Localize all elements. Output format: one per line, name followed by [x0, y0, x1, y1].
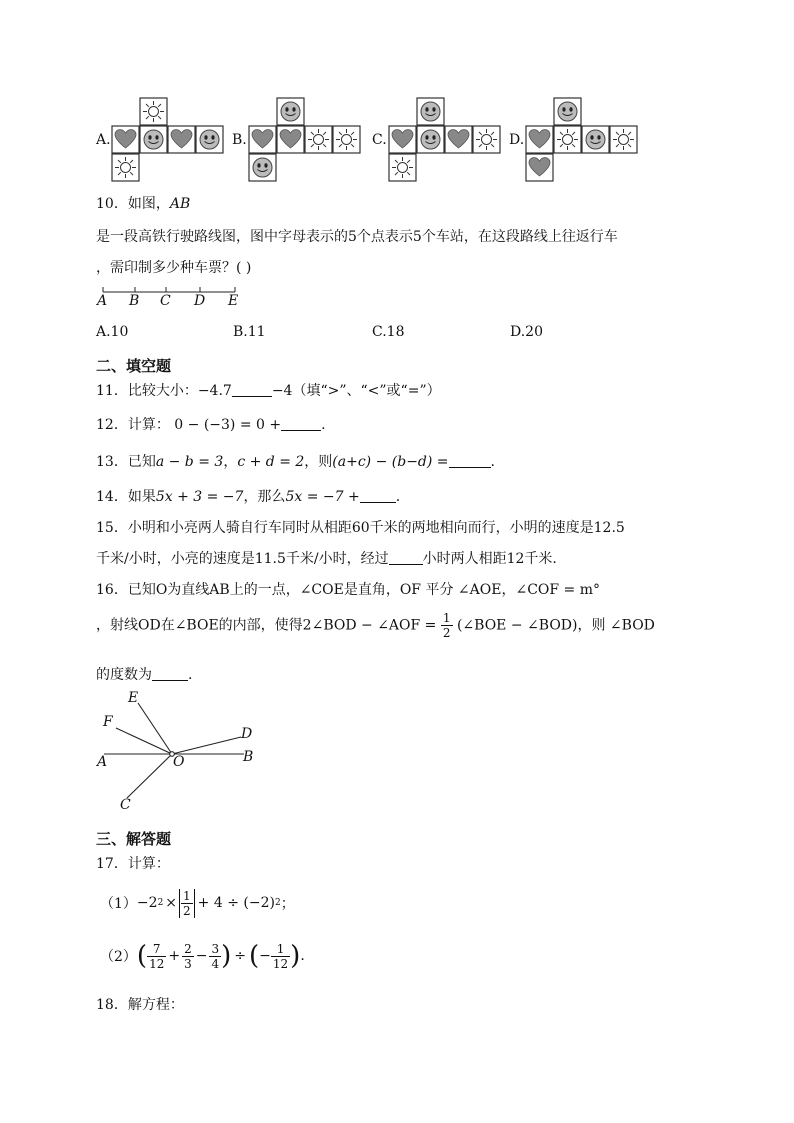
section-fill-blank-heading: 二、填空题: [96, 357, 172, 375]
q12: 12．计算： 0 − (−3) = 0 + .: [96, 417, 326, 433]
q17-part2: （2） ( $\frac{7}{12}$ + $\frac{2}{3}$ − $\frac{3}{4}$ ) ÷ ( − $\frac{1}{12}$ ) .: [100, 941, 305, 971]
q10-option-d: D.20: [510, 324, 543, 340]
station-e: E: [228, 293, 239, 309]
option-d-label: D.: [509, 132, 525, 148]
q14: 14．如果5x + 3 = −7，那么5x = −7 + .: [96, 489, 401, 505]
point-o-label: O: [173, 754, 185, 770]
section-solve-heading: 三、解答题: [96, 830, 172, 848]
net-option-b: [249, 98, 360, 181]
net-option-d: [526, 98, 637, 181]
point-e-label: E: [128, 690, 139, 706]
q11: 11．比较大小：−4.7 −4（填“>”、“<”或“=”）: [96, 383, 441, 399]
q16-line1: 16．已知O为直线AB上的一点，∠COE是直角，OF 平分 ∠AOE，∠COF = m°: [96, 582, 600, 598]
q16-line2: ，射线OD在∠BOE的内部，使得2∠BOD − ∠AOF = $\frac{1}{2}$ (∠BOE − ∠BOD)，则 ∠BOD: [96, 611, 655, 640]
cube-nets-figure: [0, 0, 794, 200]
q14-blank[interactable]: [360, 488, 396, 503]
q17-part1: （1） −2 2 × $\frac{1}{2}$ + 4 ÷ (−2) 2 ；: [100, 888, 295, 918]
point-d-label: D: [241, 726, 253, 742]
q15-line2: 千米/小时，小亮的速度是11.5千米/小时，经过 小时两人相距12千米.: [96, 551, 557, 567]
q13: 13．已知a − b = 3，c + d = 2，则(a+c) − (b−d) = .: [96, 454, 495, 470]
station-c: C: [160, 293, 171, 309]
q17-title: 17．计算：: [96, 856, 170, 872]
q15-line1: 15．小明和小亮两人骑自行车同时从相距60千米的两地相向而行，小明的速度是12.5: [96, 520, 625, 536]
option-a-label: A.: [96, 132, 111, 148]
net-option-a: [112, 98, 223, 181]
point-b-label: B: [243, 749, 254, 765]
station-d: D: [194, 293, 206, 309]
q15-blank[interactable]: [389, 550, 423, 565]
q11-blank[interactable]: [232, 382, 272, 397]
q10-option-b: B.11: [233, 324, 266, 340]
q16-line3: 的度数为 .: [96, 667, 193, 683]
point-f-label: F: [103, 714, 113, 730]
q16-blank[interactable]: [152, 666, 188, 681]
angle-figure: [96, 692, 266, 812]
option-b-label: B.: [232, 132, 247, 148]
q10-option-a: A.10: [96, 324, 129, 340]
q10-stem-line3: ，需印制多少种车票？( ): [96, 260, 252, 276]
option-c-label: C.: [372, 132, 387, 148]
point-a-label: A: [97, 754, 108, 770]
station-a: A: [97, 293, 108, 309]
q18-title: 18．解方程：: [96, 997, 184, 1013]
q10-stem-line1: 10．如图，AB: [96, 196, 191, 212]
point-c-label: C: [120, 797, 131, 813]
station-b: B: [129, 293, 140, 309]
q10-option-c: C.18: [372, 324, 405, 340]
q13-blank[interactable]: [449, 453, 491, 468]
q10-stem-line2: 是一段高铁行驶路线图，图中字母表示的5个点表示5个车站，在这段路线上往返行车: [96, 229, 618, 245]
q12-blank[interactable]: [281, 416, 321, 431]
net-option-c: [389, 98, 500, 181]
